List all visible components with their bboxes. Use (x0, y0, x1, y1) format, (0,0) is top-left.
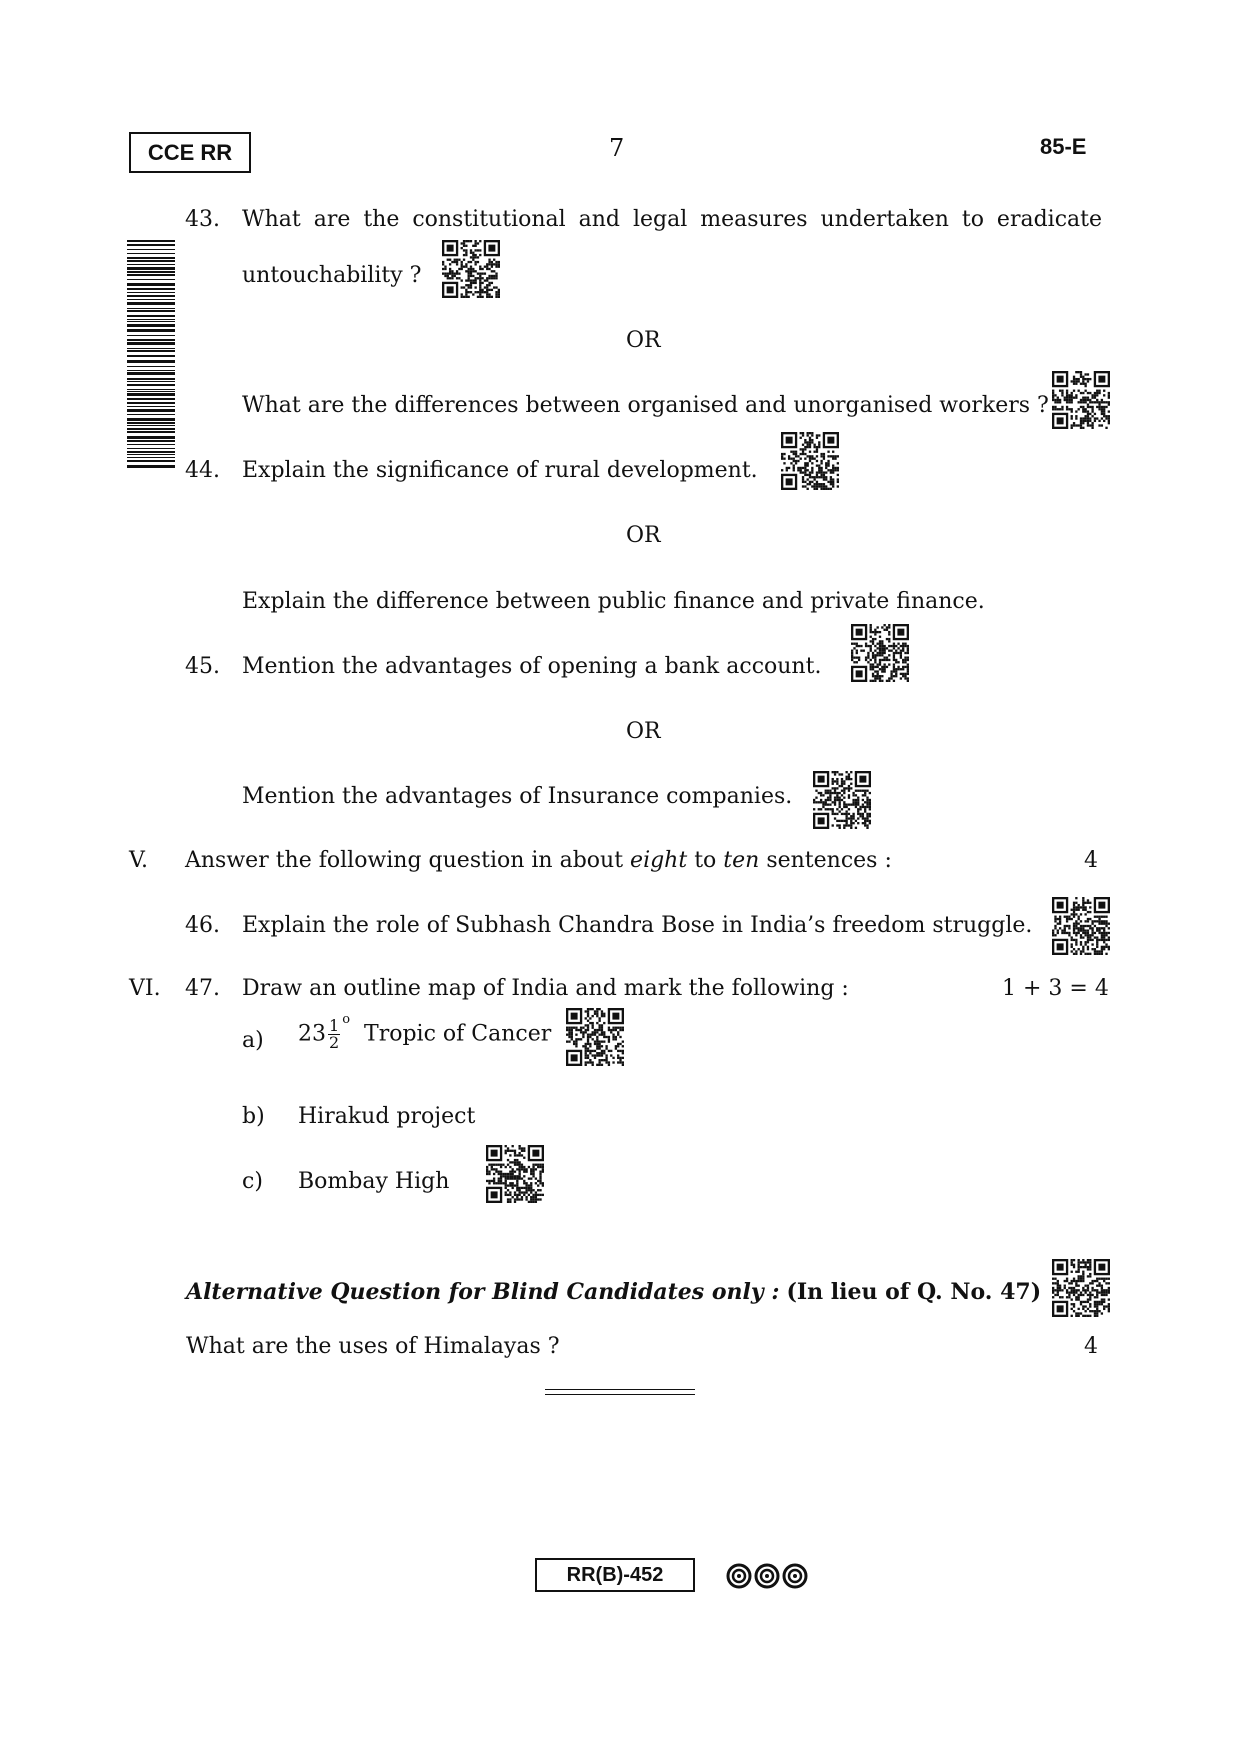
degree-sign: o (342, 1012, 351, 1027)
qr-code-icon (781, 432, 839, 490)
qr-code-icon (851, 624, 909, 682)
q47-marks: 1 + 3 = 4 (1002, 976, 1109, 1001)
footer-code: RR(B)-452 (535, 1558, 695, 1592)
qr-code-icon (1052, 371, 1110, 429)
q44-text: Explain the significance of rural development. (242, 458, 758, 483)
q47-item-a (298, 1012, 552, 1052)
q46-text: Explain the role of Subhash Chandra Bose in India’s freedom struggle. (242, 913, 1033, 938)
q43-or: OR (626, 328, 661, 353)
fraction-denominator: 2 (329, 1033, 340, 1052)
section-v-marks: 4 (1084, 848, 1098, 873)
q43-number: 43. (185, 207, 220, 232)
q43-alt-text: What are the differences between organised and unorganised workers ? (242, 393, 1049, 418)
section-v-instruction (185, 848, 892, 874)
q47-item-a-label: a) (242, 1028, 264, 1053)
header-code-left: CCE RR (129, 132, 251, 173)
barcode (127, 240, 175, 470)
fraction-numerator: 1 (329, 1016, 340, 1035)
header-code-right: 85-E (1040, 134, 1087, 159)
qr-code-icon (1052, 1259, 1110, 1317)
q45-number: 45. (185, 654, 220, 679)
q44-or: OR (626, 523, 661, 548)
section-v-ten: ten (723, 848, 760, 873)
q45-or: OR (626, 719, 661, 744)
registration-mark-icon (726, 1563, 752, 1589)
q47-item-b-text: Hirakud project (298, 1104, 476, 1129)
page-number: 7 (609, 134, 625, 162)
blind-lieu: (In lieu of Q. No. 47) (786, 1279, 1042, 1305)
blind-marks: 4 (1084, 1334, 1098, 1359)
q47-text: Draw an outline map of India and mark the following : (242, 976, 849, 1001)
q43-text-line1: What are the constitutional and legal measures undertaken to eradicate (242, 207, 1102, 232)
qr-code-icon (1052, 897, 1110, 955)
end-rule-top (545, 1389, 695, 1390)
q45-alt-text: Mention the advantages of Insurance companies. (242, 784, 793, 809)
section-v-to: to (694, 848, 717, 873)
registration-mark-icon (782, 1563, 808, 1589)
section-v-roman: V. (129, 848, 149, 873)
qr-code-icon (813, 771, 871, 829)
latitude-whole: 23 (298, 1021, 326, 1047)
section-v-prefix: Answer the following question in about (185, 848, 624, 873)
qr-code-icon (486, 1145, 544, 1203)
q43-text-line2: untouchability ? (242, 263, 422, 288)
qr-code-icon (442, 240, 500, 298)
blind-question: What are the uses of Himalayas ? (186, 1334, 560, 1359)
section-v-suffix: sentences : (766, 848, 892, 873)
q44-alt-text: Explain the difference between public finance and private finance. (242, 589, 985, 614)
q46-number: 46. (185, 913, 220, 938)
q47-item-a-text: Tropic of Cancer (364, 1021, 552, 1047)
blind-heading: Alternative Question for Blind Candidates only : (186, 1279, 780, 1305)
q47-item-b-label: b) (242, 1104, 265, 1129)
q47-item-c-label: c) (242, 1169, 263, 1194)
qr-code-icon (566, 1008, 624, 1066)
latitude-fraction (328, 1018, 340, 1051)
blind-heading-line (186, 1279, 1041, 1306)
section-vi-roman: VI. (129, 976, 161, 1001)
end-rule-bottom (545, 1394, 695, 1395)
section-v-eight: eight (630, 848, 688, 873)
q47-item-c-text: Bombay High (298, 1169, 450, 1194)
q45-text: Mention the advantages of opening a bank account. (242, 654, 822, 679)
registration-mark-icon (754, 1563, 780, 1589)
q47-number: 47. (185, 976, 220, 1001)
q44-number: 44. (185, 458, 220, 483)
